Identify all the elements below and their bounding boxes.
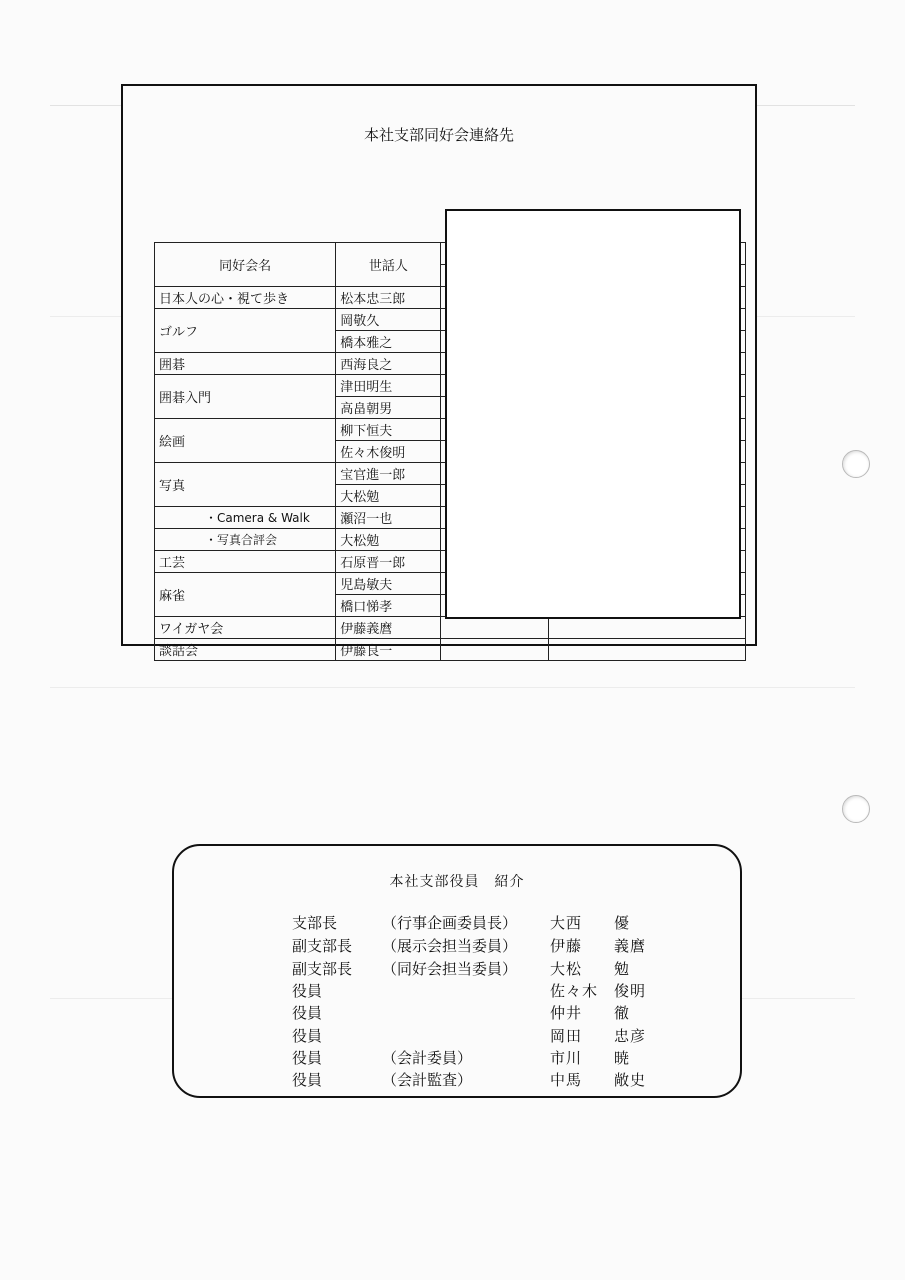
officer-name: 岡田 忠彦 bbox=[550, 1027, 647, 1045]
punch-hole-lower bbox=[842, 795, 870, 823]
officer-role: 副支部長 bbox=[292, 960, 353, 978]
officer-duty: （会計監査） bbox=[382, 1071, 473, 1089]
punch-hole-upper bbox=[842, 450, 870, 478]
officer-role: 支部長 bbox=[292, 914, 338, 932]
officer-role: 役員 bbox=[292, 1071, 323, 1089]
club-manager: 佐々木俊明 bbox=[336, 441, 441, 463]
club-name: 談話会 bbox=[155, 639, 336, 661]
officer-role: 役員 bbox=[292, 982, 323, 1000]
officer-name: 市川 暁 bbox=[550, 1049, 631, 1067]
table-row bbox=[155, 617, 746, 639]
officers-title: 本社支部役員 紹介 bbox=[389, 874, 525, 890]
club-manager: 西海良之 bbox=[336, 353, 441, 375]
header-club: 同好会名 bbox=[155, 243, 336, 287]
club-manager: 津田明生 bbox=[336, 375, 441, 397]
officer-name: 仲井 徹 bbox=[550, 1004, 631, 1022]
club-subgroup-name: ・Camera & Walk bbox=[155, 507, 336, 529]
club-subgroup-name: ・写真合評会 bbox=[155, 529, 336, 551]
officer-role: 役員 bbox=[292, 1004, 323, 1022]
officer-name: 大西 優 bbox=[550, 914, 631, 932]
officer-name: 伊藤 義麿 bbox=[550, 937, 647, 955]
club-manager: 伊藤義麿 bbox=[336, 617, 441, 639]
header-manager: 世話人 bbox=[336, 243, 441, 287]
officer-name: 佐々木 俊明 bbox=[550, 982, 647, 1000]
club-name: 囲碁 bbox=[155, 353, 336, 375]
club-name: 囲碁入門 bbox=[155, 375, 336, 419]
club-manager: 高畠朝男 bbox=[336, 397, 441, 419]
redaction-box bbox=[445, 209, 741, 619]
officer-duty: （同好会担当委員） bbox=[382, 960, 518, 978]
officer-role: 役員 bbox=[292, 1027, 323, 1045]
club-manager: 石原晋一郎 bbox=[336, 551, 441, 573]
officer-name: 中馬 敞史 bbox=[550, 1071, 647, 1089]
contact-list-title: 本社支部同好会連絡先 bbox=[363, 126, 514, 144]
officer-name: 大松 勉 bbox=[550, 960, 631, 978]
officer-duty: （会計委員） bbox=[382, 1049, 473, 1067]
club-name: 麻雀 bbox=[155, 573, 336, 617]
club-manager: 松本忠三郎 bbox=[336, 287, 441, 309]
club-manager: 児島敏夫 bbox=[336, 573, 441, 595]
officer-duty: （展示会担当委員） bbox=[382, 937, 518, 955]
officer-role: 副支部長 bbox=[292, 937, 353, 955]
table-row bbox=[155, 639, 746, 661]
club-manager: 大松勉 bbox=[336, 485, 441, 507]
club-name: 日本人の心・視て歩き bbox=[155, 287, 336, 309]
officer-role: 役員 bbox=[292, 1049, 323, 1067]
officer-duty: （行事企画委員長） bbox=[382, 914, 518, 932]
club-manager: 橋口悌孝 bbox=[336, 595, 441, 617]
club-name: 写真 bbox=[155, 463, 336, 507]
club-manager: 岡敬久 bbox=[336, 309, 441, 331]
club-manager: 大松勉 bbox=[336, 529, 441, 551]
club-name: 工芸 bbox=[155, 551, 336, 573]
club-manager: 柳下恒夫 bbox=[336, 419, 441, 441]
officers-box bbox=[172, 844, 742, 1098]
club-manager: 伊藤良一 bbox=[336, 639, 441, 661]
club-manager: 宝官進一郎 bbox=[336, 463, 441, 485]
club-name: ワイガヤ会 bbox=[155, 617, 336, 639]
club-manager: 橋本雅之 bbox=[336, 331, 441, 353]
club-manager: 瀬沼一也 bbox=[336, 507, 441, 529]
club-name: 絵画 bbox=[155, 419, 336, 463]
club-name: ゴルフ bbox=[155, 309, 336, 353]
